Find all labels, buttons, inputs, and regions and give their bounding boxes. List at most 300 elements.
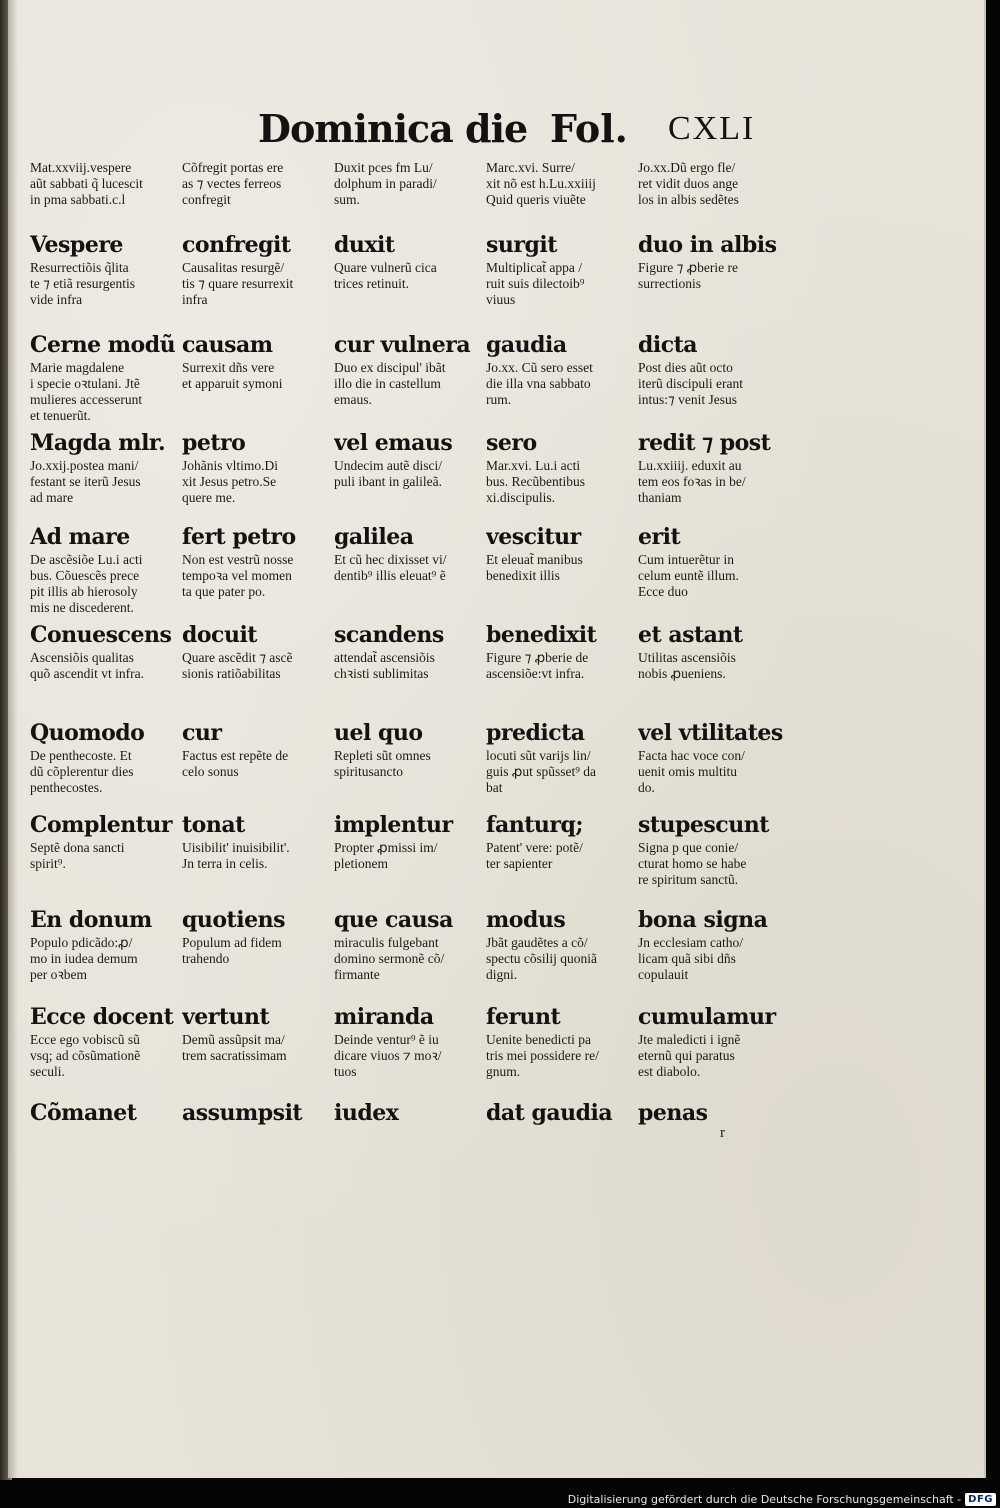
cell-heading: vel emaus [334,430,453,456]
cell-commentary [486,360,634,408]
commentary-line: Signa p que conie/ [638,840,739,855]
text-cell [638,620,790,682]
commentary-line: Jo.xx.Dũ ergo fle/ [638,160,736,175]
commentary-line: et tenuerũt. [30,408,91,423]
text-cell [334,718,486,796]
cell-commentary [30,458,178,506]
commentary-line: Facta hac voce con/ [638,748,745,763]
commentary-line: Post dies aũt octo [638,360,733,375]
commentary-line: Populum ad fidem [182,935,282,950]
text-row [30,718,790,796]
text-cell [30,810,182,888]
commentary-line: Figure ⁊ ꝓberie re [638,260,739,275]
text-cell [486,522,638,616]
commentary-line: vsq; ad cõsũmationẽ [30,1048,141,1063]
commentary-line: Septẽ dona sancti [30,840,125,855]
cell-heading: Complentur [30,812,172,838]
commentary-line: Undecim autẽ disci/ [334,458,442,473]
text-cell [30,160,182,208]
cell-commentary [30,748,178,796]
text-cell [486,718,638,796]
commentary-line: Jo.xxij.postea mani/ [30,458,139,473]
text-cell [334,428,486,506]
commentary-line: Uisibilit' inuisibilit'. [182,840,290,855]
commentary-line: festant se iterũ Jesus [30,474,141,489]
commentary-line: te ⁊ etiã resurgentis [30,276,136,291]
commentary-line: die illa vna sabbato [486,376,591,391]
cell-heading: fert petro [182,524,296,550]
cell-commentary [182,260,330,308]
commentary-line: bus. Cõuescẽs prece [30,568,140,583]
commentary-line: Quare vulnerũ cica [334,260,437,275]
row-columns [30,230,790,308]
commentary-line: spectu cõsilij quoniã [486,951,597,966]
commentary-line: Cum intuerẽtur in [638,552,734,567]
commentary-line: Jo.xx. Cũ sero esset [486,360,593,375]
commentary-line: Marie magdalene [30,360,125,375]
commentary-line: per oꝛbem [30,967,88,982]
commentary-line: guis ꝓut spũsset⁹ da [486,764,597,779]
row-columns [30,810,790,888]
commentary-line: Quare ascẽdit ⁊ ascẽ [182,650,293,665]
text-cell [30,428,182,506]
cell-commentary [334,552,482,584]
text-row [30,230,790,308]
commentary-line: et apparuit symoni [182,376,283,391]
commentary-line: nobis ꝓueniens. [638,666,726,681]
commentary-line: est diabolo. [638,1064,701,1079]
commentary-line: dolphum in paradi/ [334,176,437,191]
commentary-line: as ⁊ vectes ferreos [182,176,282,191]
cell-heading: Conuescens [30,622,172,648]
text-cell [486,428,638,506]
commentary-line: trem sacratissimam [182,1048,287,1063]
row-columns [30,905,790,983]
commentary-line: quere me. [182,490,236,505]
text-cell [30,330,182,424]
commentary-line: chꝛisti sublimitas [334,666,429,681]
commentary-line: tem eos foꝛas in be/ [638,474,746,489]
cell-commentary [182,935,330,967]
cell-commentary [182,552,330,600]
commentary-line: i specie oꝛtulani. Jtẽ [30,376,140,391]
text-cell [334,522,486,616]
commentary-line: mo in iudea demum [30,951,138,966]
text-cell [182,1002,334,1080]
commentary-line: Deinde ventur⁹ ẽ iu [334,1032,439,1047]
cell-commentary [182,160,330,208]
text-cell [334,160,486,208]
commentary-line: Lu.xxiiij. eduxit au [638,458,742,473]
cell-heading: vertunt [182,1004,270,1030]
commentary-line: ret vidit duos ange [638,176,739,191]
cell-commentary [30,360,178,424]
commentary-line: xit Jesus petro.Se [182,474,277,489]
funding-notice: Digitalisierung gefördert durch die Deutsche Forschungsgemeinschaft - [567,1492,962,1506]
commentary-line: aũt sabbati q̃ lucescit [30,176,143,191]
cell-commentary [334,840,482,872]
text-cell [638,522,790,616]
commentary-line: Jn terra in celis. [182,856,268,871]
commentary-line: sionis ratiõabilitas [182,666,281,681]
cell-commentary [638,260,786,292]
commentary-line: Ascensiõis qualitas [30,650,134,665]
cell-commentary [182,360,330,392]
commentary-line: surrectionis [638,276,701,291]
cell-commentary [638,748,786,796]
cell-commentary [30,160,178,208]
page-header [258,106,778,166]
commentary-line: Figure ⁊ ꝓberie de [486,650,589,665]
cell-commentary [30,840,178,872]
commentary-line: licam quã sibi dñs [638,951,736,966]
commentary-line: puli ibant in galileã. [334,474,442,489]
page-gutter-shadow [8,0,18,1478]
text-cell [486,1002,638,1080]
commentary-line: thaniam [638,490,682,505]
cell-heading: causam [182,332,273,358]
folio-label: Fol. [550,106,628,151]
commentary-line: viuus [486,292,516,307]
commentary-line: eternũ qui paratus [638,1048,735,1063]
cell-heading: cumulamur [638,1004,776,1030]
cell-commentary [486,552,634,584]
commentary-line: ter sapienter [486,856,553,871]
row-columns [30,522,790,616]
text-cell [486,330,638,424]
commentary-line: Jbãt gaudẽtes a cõ/ [486,935,588,950]
commentary-line: ascensiõe:vt infra. [486,666,585,681]
cell-commentary [486,458,634,506]
text-cell [486,160,638,208]
text-cell [486,230,638,308]
cell-commentary [486,650,634,682]
cell-heading: vescitur [486,524,581,550]
commentary-line: firmante [334,967,380,982]
commentary-line: Ecce ego vobiscũ sũ [30,1032,140,1047]
cell-heading: Magda mlr. [30,430,166,456]
commentary-line: ad mare [30,490,74,505]
commentary-line: rum. [486,392,512,407]
commentary-line: mulieres accesserunt [30,392,143,407]
commentary-line: Resurrectiõis q̃lita [30,260,129,275]
commentary-line: sum. [334,192,360,207]
cell-commentary [30,935,178,983]
commentary-line: spiritusancto [334,764,403,779]
cell-heading: duo in albis [638,232,777,258]
text-row [30,620,790,682]
cell-heading: et astant [638,622,743,648]
cell-commentary [638,840,786,888]
text-cell [182,522,334,616]
commentary-line: emaus. [334,392,372,407]
cell-commentary [638,458,786,506]
cell-commentary [334,1032,482,1080]
row-columns [30,620,790,682]
commentary-line: Ecce duo [638,584,688,599]
page-title: Dominica die [258,106,528,151]
cell-commentary [30,1032,178,1080]
cell-commentary [638,650,786,682]
cell-commentary [182,458,330,506]
commentary-line: spirit⁹. [30,856,66,871]
row-columns [30,718,790,796]
commentary-line: quõ ascendit vt infra. [30,666,144,681]
text-cell [182,905,334,983]
commentary-line: domino sermonẽ cõ/ [334,951,445,966]
text-cell [486,905,638,983]
commentary-line: cturat homo se habe [638,856,747,871]
text-cell [30,1002,182,1080]
commentary-line: in pma sabbati.c.l [30,192,126,207]
cell-heading: bona signa [638,907,768,933]
text-cell [182,428,334,506]
text-cell [334,1098,486,1128]
cell-heading: Cõmanet [30,1100,137,1126]
text-cell [334,810,486,888]
text-cell [182,810,334,888]
commentary-line: trices retinuit. [334,276,409,291]
commentary-line: Non est vestrũ nosse [182,552,294,567]
commentary-line: uenit omis multitu [638,764,738,779]
cell-heading: dicta [638,332,698,358]
commentary-line: Quid queris viuẽte [486,192,586,207]
commentary-line: benedixit illis [486,568,560,583]
cell-commentary [334,260,482,292]
cell-commentary [638,935,786,983]
text-cell [30,522,182,616]
commentary-line: Duxit pces fm Lu/ [334,160,433,175]
text-cell [638,1002,790,1080]
row-columns [30,428,790,506]
cell-heading: dat gaudia [486,1100,613,1126]
commentary-line: intus:⁊ venit Jesus [638,392,737,407]
commentary-line: copulauit [638,967,689,982]
row-columns [30,1002,790,1080]
cell-heading: Ecce docent [30,1004,174,1030]
text-row [30,905,790,983]
text-cell [30,620,182,682]
text-cell [638,905,790,983]
text-cell [182,230,334,308]
commentary-line: infra [182,292,208,307]
text-row [30,330,790,424]
cell-heading: petro [182,430,246,456]
commentary-line: celo sonus [182,764,239,779]
cell-heading: benedixit [486,622,597,648]
commentary-line: celum euntẽ illum. [638,568,739,583]
dfg-logo: DFG [965,1493,996,1506]
footer-bar [568,1490,1000,1508]
text-row [30,160,790,208]
commentary-line: attendat̃ ascensiõis [334,650,435,665]
cell-commentary [486,935,634,983]
cell-commentary [30,650,178,682]
cell-heading: scandens [334,622,444,648]
cell-commentary [30,260,178,308]
text-cell [638,428,790,506]
cell-heading: Ad mare [30,524,130,550]
row-columns [30,1098,790,1128]
row-columns [30,330,790,424]
cell-heading: En donum [30,907,152,933]
commentary-line: digni. [486,967,518,982]
commentary-line: Repleti sũt omnes [334,748,431,763]
text-row [30,428,790,506]
commentary-line: Mat.xxviij.vespere [30,160,132,175]
cell-heading: tonat [182,812,245,838]
cell-heading: Quomodo [30,720,145,746]
text-cell [30,905,182,983]
commentary-line: locuti sũt varijs lin/ [486,748,591,763]
cell-commentary [334,360,482,408]
cell-commentary [182,840,330,872]
cell-heading: iudex [334,1100,399,1126]
folio-number: CXLI [668,110,756,147]
text-cell [182,718,334,796]
text-cell [638,810,790,888]
catchword: r [720,1125,725,1141]
text-cell [334,620,486,682]
cell-heading: vel vtilitates [638,720,783,746]
cell-heading: quotiens [182,907,285,933]
book-page [8,0,986,1478]
cell-heading: stupescunt [638,812,769,838]
cell-heading: surgit [486,232,557,258]
text-cell [182,160,334,208]
cell-commentary [334,160,482,208]
text-cell [486,620,638,682]
commentary-line: pletionem [334,856,388,871]
cell-heading: penas [638,1100,708,1126]
cell-commentary [486,840,634,872]
text-cell [30,230,182,308]
text-row [30,522,790,616]
cell-commentary [334,650,482,682]
commentary-line: gnum. [486,1064,521,1079]
commentary-line: Populo pdicãdo:ꝓ/ [30,935,133,950]
text-cell [182,620,334,682]
commentary-line: De ascẽsiõe Lu.i acti [30,552,143,567]
cell-heading: sero [486,430,537,456]
commentary-line: illo die in castellum [334,376,441,391]
commentary-line: Patent' vere: potẽ/ [486,840,583,855]
commentary-line: Uenite benedicti pa [486,1032,591,1047]
text-cell [334,330,486,424]
commentary-line: Duo ex discipul' ibãt [334,360,446,375]
commentary-line: tuos [334,1064,357,1079]
commentary-line: Surrexit dñs vere [182,360,275,375]
commentary-line: re spiritum sanctũ. [638,872,739,887]
commentary-line: tempoꝛa vel momen [182,568,292,583]
commentary-line: do. [638,780,655,795]
cell-heading: que causa [334,907,453,933]
text-row [30,1098,790,1128]
commentary-line: Cõfregit portas ere [182,160,284,175]
cell-commentary [182,748,330,780]
commentary-line: De penthecoste. Et [30,748,132,763]
cell-commentary [638,552,786,600]
cell-commentary [334,458,482,490]
commentary-line: Multiplicat̃ appa / [486,260,582,275]
cell-commentary [638,160,786,208]
cell-heading: Cerne modũ [30,332,176,358]
commentary-line: Et cũ hec dixisset vi/ [334,552,447,567]
commentary-line: tis ⁊ quare resurrexit [182,276,294,291]
commentary-line: Jte maledicti i ignẽ [638,1032,741,1047]
commentary-line: ta que pater po. [182,584,266,599]
cell-commentary [638,1032,786,1080]
commentary-line: miraculis fulgebant [334,935,439,950]
text-cell [182,1098,334,1128]
commentary-line: dicare viuos ⁊ moꝛ/ [334,1048,442,1063]
commentary-line: Factus est repẽte de [182,748,289,763]
commentary-line: penthecostes. [30,780,103,795]
cell-commentary [486,160,634,208]
cell-heading: duxit [334,232,395,258]
cell-commentary [182,1032,330,1064]
commentary-line: Mar.xvi. Lu.i acti [486,458,581,473]
cell-commentary [486,260,634,308]
commentary-line: mis ne discederent. [30,600,134,615]
commentary-line: Jn ecclesiam catho/ [638,935,743,950]
cell-heading: modus [486,907,566,933]
cell-commentary [182,650,330,682]
text-cell [638,230,790,308]
cell-heading: redit ⁊ post [638,430,771,456]
cell-heading: galilea [334,524,414,550]
commentary-line: Causalitas resurgẽ/ [182,260,285,275]
text-row [30,810,790,888]
text-cell [334,230,486,308]
cell-commentary [638,360,786,408]
cell-heading: erit [638,524,681,550]
commentary-line: xit nõ est h.Lu.xxiiij [486,176,596,191]
text-cell [334,905,486,983]
text-cell [638,1098,790,1128]
cell-heading: ferunt [486,1004,561,1030]
cell-commentary [30,552,178,616]
text-cell [182,330,334,424]
row-columns [30,160,790,208]
text-cell [486,1098,638,1128]
cell-commentary [486,748,634,796]
cell-heading: miranda [334,1004,434,1030]
commentary-line: tris mei possidere re/ [486,1048,599,1063]
cell-heading: assumpsit [182,1100,303,1126]
text-cell [30,1098,182,1128]
text-cell [30,718,182,796]
commentary-line: Utilitas ascensiõis [638,650,736,665]
cell-heading: Vespere [30,232,123,258]
cell-heading: confregit [182,232,291,258]
cell-heading: implentur [334,812,453,838]
commentary-line: pit illis ab hierosoly [30,584,138,599]
commentary-line: Propter ꝓmissi im/ [334,840,438,855]
commentary-line: xi.discipulis. [486,490,556,505]
cell-heading: cur vulnera [334,332,471,358]
cell-heading: docuit [182,622,257,648]
commentary-line: bat [486,780,503,795]
commentary-line: Marc.xvi. Surre/ [486,160,575,175]
cell-heading: gaudia [486,332,567,358]
commentary-line: bus. Recũbentibus [486,474,585,489]
commentary-line: Johãnis vltimo.Di [182,458,279,473]
commentary-line: vide infra [30,292,83,307]
commentary-line: Et eleuat̃ manibus [486,552,583,567]
commentary-line: Demũ assũpsit ma/ [182,1032,285,1047]
commentary-line: seculi. [30,1064,65,1079]
